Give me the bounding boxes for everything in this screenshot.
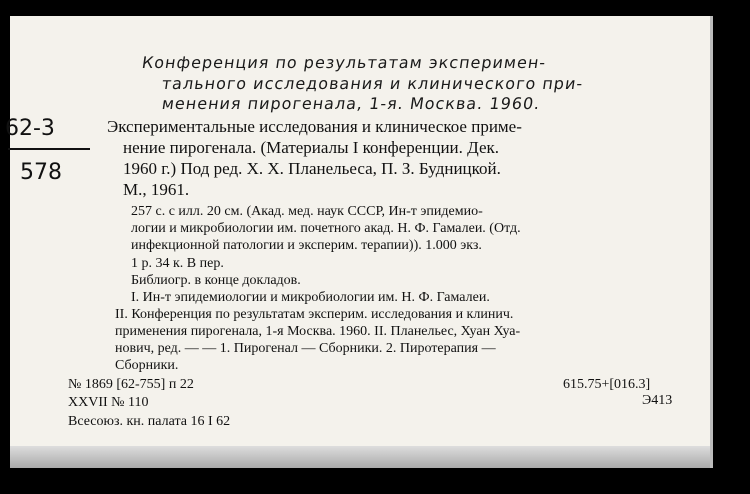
footer-left-1: № 1869 [62-755] п 22 (68, 377, 194, 392)
desc-line-1: 257 с. с илл. 20 см. (Акад. мед. наук СССР, Ин-т эпидемио- (131, 204, 483, 219)
handwritten-title-line-1: Конференция по результатам эксперимен- (140, 53, 548, 72)
desc-line-9: нович, ред. — — 1. Пирогенал — Сборники. 2. Пиротерапия — (115, 341, 496, 356)
desc-line-5: Библиогр. в конце докладов. (131, 273, 301, 288)
catalog-card (5, 16, 713, 468)
footer-right-1: 615.75+[016.3] (563, 377, 651, 392)
desc-line-8: применения пирогенала, 1-я Москва. 1960. II. Планельес, Хуан Хуа- (115, 324, 521, 339)
main-line-3: 1960 г.) Под ред. Х. Х. Планельеса, П. З. Будницкой. (123, 159, 501, 178)
footer-left-2: XXVII № 110 (68, 395, 149, 410)
main-line-4: М., 1961. (123, 180, 190, 199)
desc-line-10: Сборники. (115, 358, 179, 373)
call-number-bottom: 578 (20, 160, 62, 185)
footer-right-2: Э413 (642, 393, 673, 408)
desc-line-3: инфекционной патологии и эксперим. терапии)). 1.000 экз. (131, 238, 482, 253)
handwritten-title-line-3: менения пирогенала, 1-я. Москва. 1960. (160, 94, 542, 113)
call-number-divider (8, 148, 90, 150)
handwritten-title-line-2: тального исследования и клинического при- (160, 74, 585, 93)
call-number-top: 62-3 (5, 116, 55, 141)
main-line-2: нение пирогенала. (Материалы I конференции. Дек. (123, 138, 500, 157)
footer-left-3: Всесоюз. кн. палата 16 I 62 (68, 414, 231, 429)
desc-line-6: I. Ин-т эпидемиологии и микробиологии им. Н. Ф. Гамалеи. (131, 290, 490, 305)
main-line-1: Экспериментальные исследования и клиническое приме- (107, 117, 522, 136)
desc-line-4: 1 р. 34 к. В пер. (131, 256, 224, 271)
desc-line-2: логии и микробиологии им. почетного акад. Н. Ф. Гамалеи. (Отд. (131, 221, 521, 236)
desc-line-7: II. Конференция по результатам эксперим. исследования и клинич. (115, 307, 514, 322)
